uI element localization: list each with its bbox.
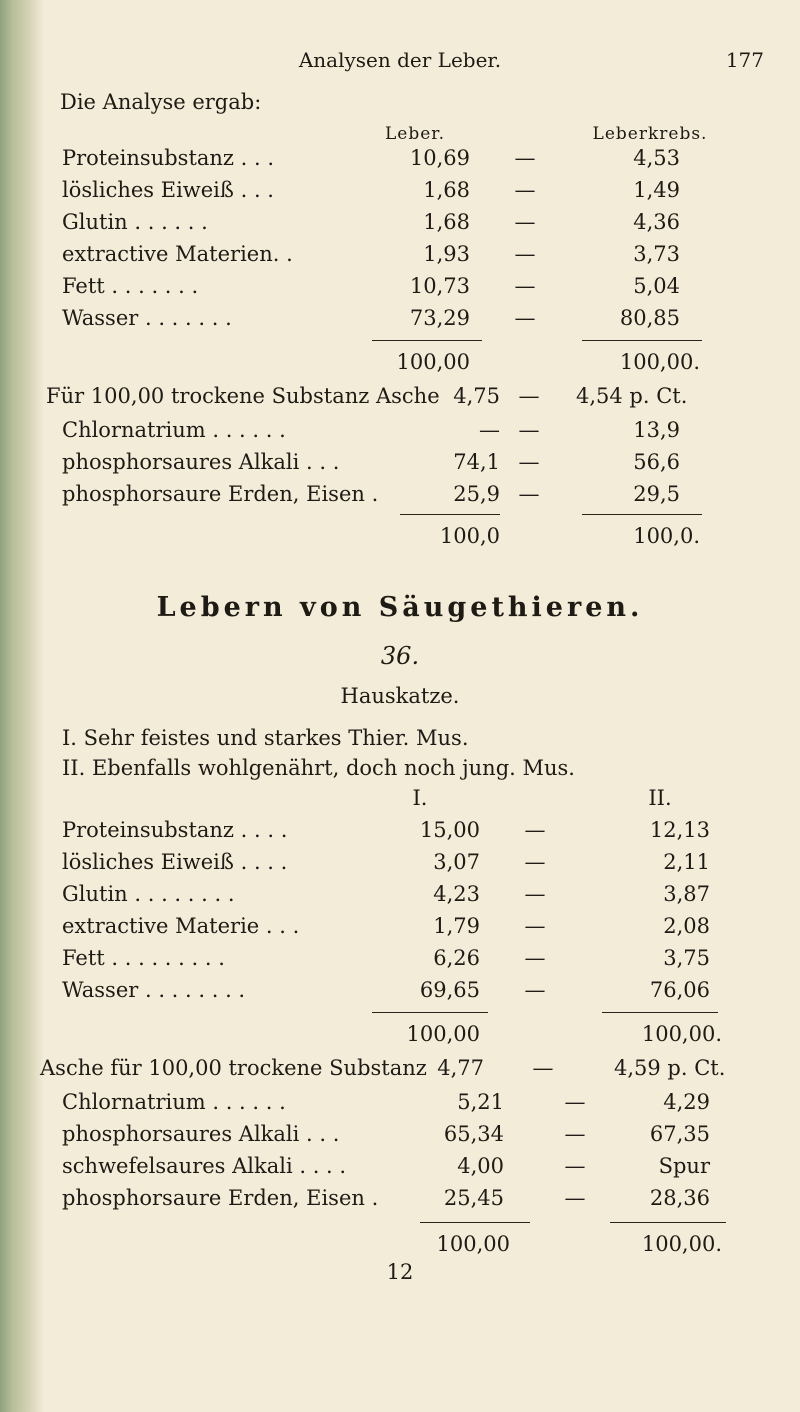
table1-intro: Die Analyse ergab: <box>60 90 262 114</box>
book-page: Analysen der Leber. 177 Die Analyse ergab: Leber. Leberkrebs. Proteinsubstanz . . . 10,69 — 4,53 lösliches Eiweiß . . . 1,68 — 1,49 Glutin . . . . . . 1,68 — 4,36 extractive Materien. . 1,93 — 3,73 Fett . . . . . . . 10,73 — 5,04 Wasser . . . . . . . 73,29 — 80,85 100,00 100,00. Für 100,00 trockene Substanz Asche 4,75 — 4,54 p. Ct. Chlornatrium . . . . . . — — 13,9 phosphorsaures Alkali . . . 74,1 — 56,6 phosphorsaure Erden, Eisen . 25,9 — 29,5 100,0 100,0. Lebern von Säugethieren. 36. Hauskatze. I. Sehr feistes und starkes Thier. Mus. II. Ebenfalls wohlgenährt, doch noch jung. Mus. I. II. Proteinsubstanz . . . . 15,00 — 12,13 lösliches Eiweiß . . . . 3,07 — 2,11 Glutin . . . . . . . . 4,23 — 3,87 extractive Materie . . . 1,79 — 2,08 Fett . . . . . . . . . 6,26 — 3,75 Wasser . . . . . . . . 69,65 — 76,06 100,00 100,00. Asche für 100,00 trockene Substanz 4,77 — 4,59 p. Ct. Chlornatrium . . . . . . 5,21 — 4,29 phosphorsaures Alkali . . . 65,34 — 67,35 schwefelsaures Alkali . . . . 4,00 — Spur phosphorsaure Erden, Eisen . 25,45 — 28,36 100,00 100,00. 12 <box>40 48 764 1284</box>
table2-total-2: 100,00. <box>641 1022 722 1046</box>
section-subject: Hauskatze. <box>340 684 460 708</box>
table1-ash-total-liver: 100,0 <box>439 524 500 548</box>
table2-col-head-1: I. <box>412 786 428 810</box>
table1-ash-sum-rule-cancer <box>582 514 702 515</box>
table2-ash-sum-rule-1 <box>420 1222 530 1223</box>
table1-ash-total-cancer: 100,0. <box>633 524 700 548</box>
section-note-2: II. Ebenfalls wohlgenährt, doch noch jung. Mus. <box>62 756 575 780</box>
table2-sum-rule-1 <box>372 1012 488 1013</box>
page-number: 177 <box>725 48 764 72</box>
table2-col-head-2: II. <box>648 786 672 810</box>
table1-col-head-liver: Leber. <box>385 124 445 144</box>
running-title: Analysen der Leber. <box>298 48 502 72</box>
table2-ash-total-2: 100,00. <box>641 1232 722 1256</box>
table2-ash-total-1: 100,00 <box>436 1232 510 1256</box>
table1-sum-rule-cancer <box>582 340 702 341</box>
table2-ash-sum-rule-2 <box>610 1222 726 1223</box>
section-heading: Lebern von Säugethieren. <box>156 592 644 623</box>
section-note-1: I. Sehr feistes und starkes Thier. Mus. <box>62 726 469 750</box>
table1-total-liver: 100,00 <box>396 350 470 374</box>
table1-sum-rule-liver <box>372 340 482 341</box>
section-number: 36. <box>380 642 420 670</box>
signature-mark: 12 <box>386 1260 414 1284</box>
table1-ash-sum-rule-liver <box>400 514 500 515</box>
table2-total-1: 100,00 <box>406 1022 480 1046</box>
table2-sum-rule-2 <box>602 1012 718 1013</box>
table1-col-head-liver-cancer: Leberkrebs. <box>592 124 708 144</box>
table1-total-cancer: 100,00. <box>619 350 700 374</box>
